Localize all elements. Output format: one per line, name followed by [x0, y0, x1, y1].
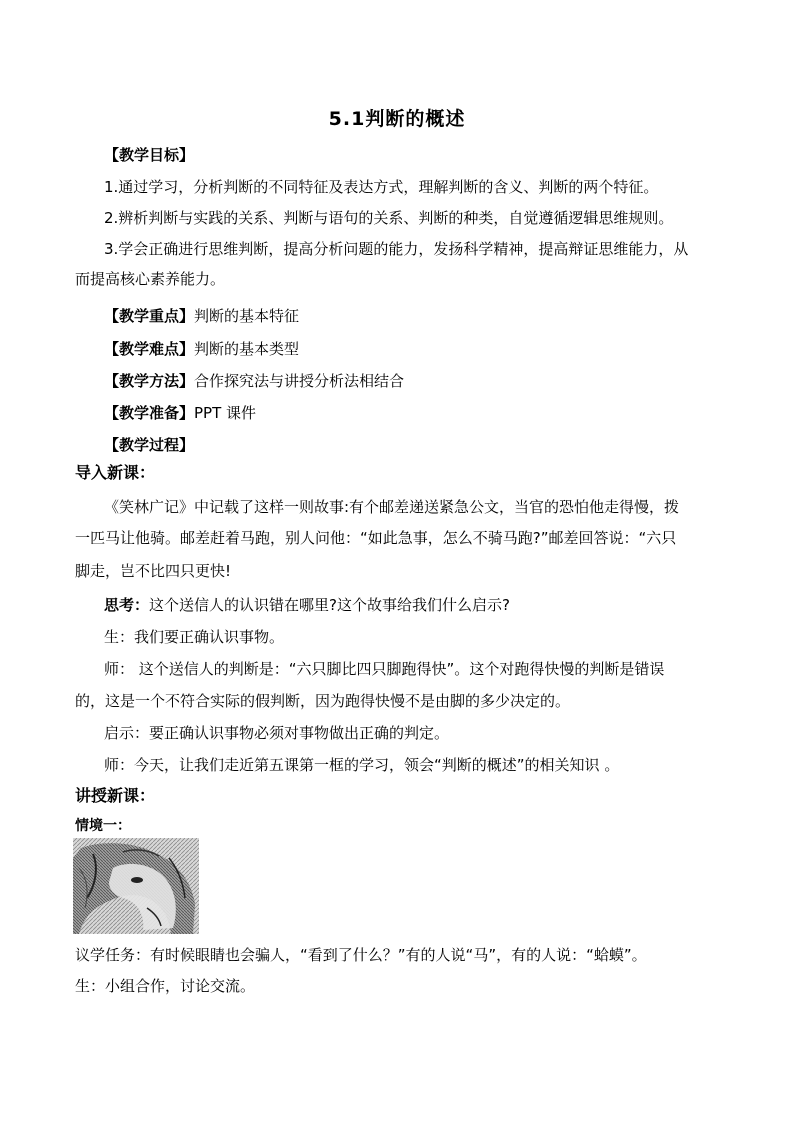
- page-title: 5.1判断的概述: [328, 108, 466, 130]
- think-text: 这个送信人的认识错在哪里?这个故事给我们什么启示?: [149, 596, 510, 614]
- think-question: [104, 594, 724, 616]
- objective-item: 1.通过学习，分析判断的不同特征及表达方式，理解判断的含义、判断的两个特征。: [104, 178, 659, 196]
- objectives-heading: 【教学目标】: [104, 146, 195, 164]
- task-line: 议学任务：有时候眼睛也会骗人，“看到了什么？”有的人说“马”，有的人说：“蛤蟆”。: [75, 946, 647, 964]
- scenario-heading: 情境一：: [75, 818, 131, 834]
- meta-method: [104, 370, 724, 392]
- process-heading: 【教学过程】: [104, 436, 195, 454]
- intro-heading: 导入新课：: [75, 463, 156, 482]
- teacher-line: 师：今天，让我们走近第五课第一框的学习，领会“判断的概述”的相关知识 。: [104, 756, 620, 774]
- meta-value: PPT 课件: [194, 404, 257, 422]
- meta-preparation: [104, 402, 724, 424]
- illusion-horse-image: [73, 838, 199, 934]
- story-line: 脚走，岂不比四只更快!: [75, 562, 232, 580]
- meta-value: 合作探究法与讲授分析法相结合: [194, 372, 405, 390]
- objective-item: 2.辨析判断与实践的关系、判断与语句的关系、判断的种类，自觉遵循逻辑思维规则。: [104, 209, 674, 227]
- meta-key-point: [104, 305, 724, 327]
- objective-item-continued: 而提高核心素养能力。: [75, 270, 226, 288]
- teacher-line: 的，这是一个不符合实际的假判断，因为跑得快慢不是由脚的多少决定的。: [75, 692, 571, 710]
- student-answer: 生：我们要正确认识事物。: [104, 628, 285, 646]
- meta-label: 【教学重点】: [104, 307, 195, 325]
- meta-difficulty: [104, 338, 724, 360]
- story-line: 《笑林广记》中记载了这样一则故事:有个邮差递送紧急公文，当官的恐怕他走得慢，拨: [104, 498, 680, 516]
- meta-label: 【教学方法】: [104, 372, 195, 390]
- teacher-line: 师： 这个送信人的判断是：“六只脚比四只脚跑得快”。这个对跑得快慢的判断是错误: [104, 660, 665, 678]
- objective-item: 3.学会正确进行思维判断，提高分析问题的能力，发扬科学精神，提高辩证思维能力，从: [104, 240, 689, 258]
- meta-label: 【教学准备】: [104, 404, 195, 422]
- story-line: 一匹马让他骑。邮差赶着马跑，别人问他：“如此急事，怎么不骑马跑?”邮差回答说：“六只: [75, 529, 677, 547]
- meta-value: 判断的基本特征: [194, 307, 300, 325]
- meta-label: 【教学难点】: [104, 340, 195, 358]
- meta-value: 判断的基本类型: [194, 340, 300, 358]
- insight-line: 启示：要正确认识事物必须对事物做出正确的判定。: [104, 724, 450, 742]
- student-discussion: 生：小组合作，讨论交流。: [75, 977, 256, 995]
- lecture-heading: 讲授新课：: [75, 786, 156, 805]
- think-label: 思考：: [104, 596, 150, 614]
